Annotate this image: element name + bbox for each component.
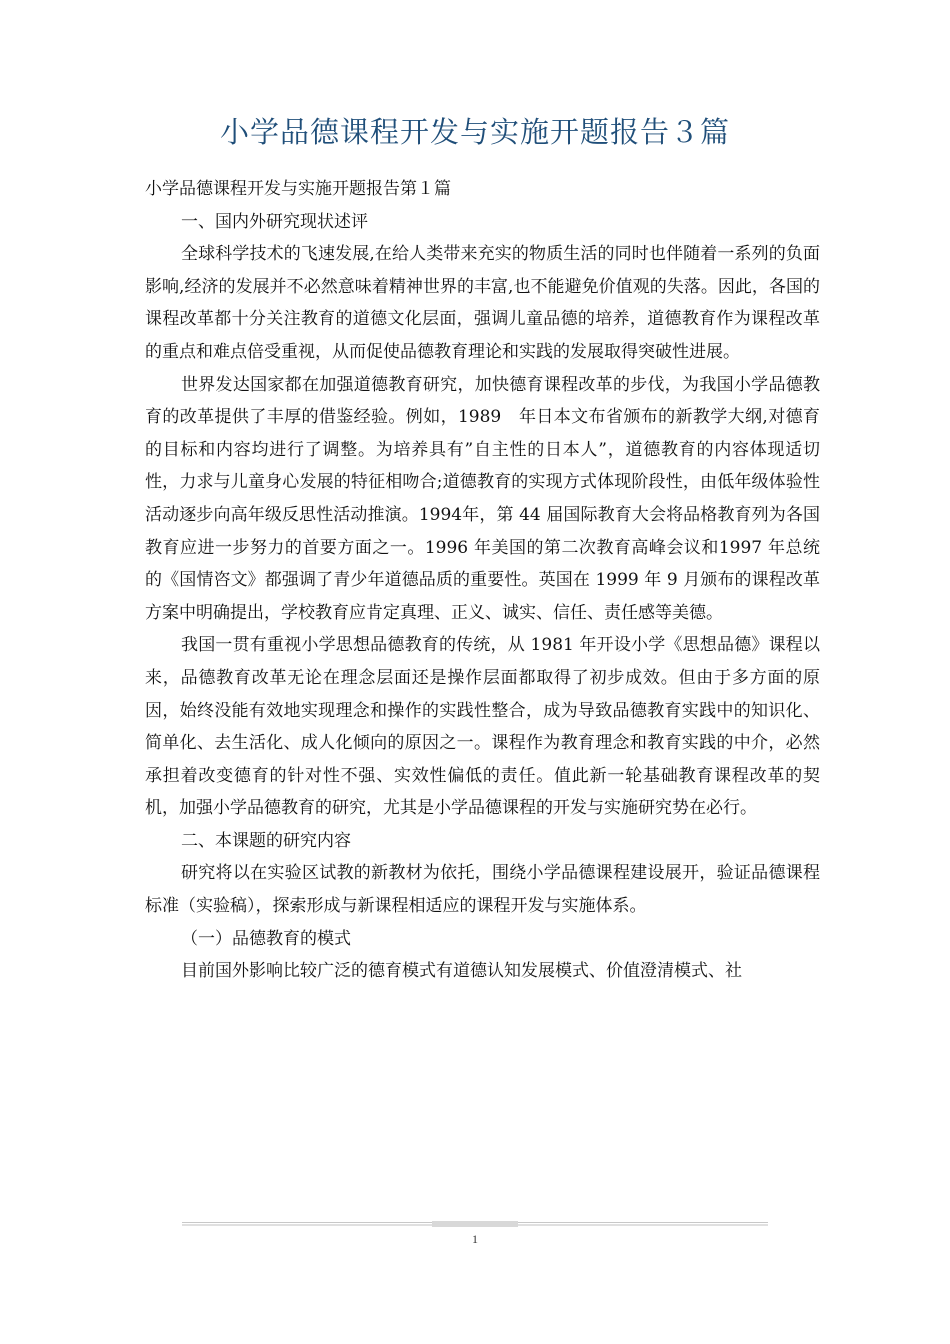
paragraph: 研究将以在实验区试教的新教材为依托，围绕小学品德课程建设展开，验证品德课程标准（实验稿），探索形成与新课程相适应的课程开发与实施体系。 <box>145 863 820 917</box>
paragraph: 世界发达国家都在加强道德教育研究，加快德育课程改革的步伐，为我国小学品德教育的改革提供了丰厚的借鉴经验。例如，1989 年日本文布省颁布的新教学大纲,对德育的目标和内容均进行了调整。为培养具有”自主性的日本人”，道德教育的内容体现适切性，力求与儿童身心发展的特征相吻合;道德教育的实现方式体现阶段性，由低年级体验性活动逐步向高年级反思性活动推演。1994年，第 44 届国际教育大会将品格教育列为各国教育应进一步努力的首要方面之一。1996 年美国的第二次教育高峰会议和1997 年总统的《国情咨文》都强调了青少年道德品质的重要性。英国在 1999 年 9 月颁布的课程改革方案中明确提出，学校教育应肯定真理、正义、诚实、信任、责任感等美德。 <box>145 374 820 623</box>
section-heading: 小学品德课程开发与实施开题报告第１篇 <box>145 179 451 199</box>
page-number: 1 <box>472 1232 478 1246</box>
footer-divider-ornament <box>432 1221 518 1227</box>
subheading: （一）品德教育的模式 <box>181 928 351 949</box>
subheading: 二、本课题的研究内容 <box>181 830 351 851</box>
document-body <box>145 173 820 988</box>
subheading: 一、国内外研究现状述评 <box>181 211 368 232</box>
paragraph: 全球科学技术的飞速发展,在给人类带来充实的物质生活的同时也伴随着一系列的负面影响,经济的发展并不必然意味着精神世界的丰富,也不能避免价值观的失落。因此，各国的课程改革都十分关注教育的道德文化层面，强调儿童品德的培养，道德教育作为课程改革的重点和难点倍受重视，从而促使品德教育理论和实践的发展取得突破性进展。 <box>145 244 820 362</box>
paragraph: 目前国外影响比较广泛的德育模式有道德认知发展模式、价值澄清模式、社 <box>181 961 742 982</box>
paragraph: 我国一贯有重视小学思想品德教育的传统，从 1981 年开设小学《思想品德》课程以来，品德教育改革无论在理念层面还是操作层面都取得了初步成效。但由于多方面的原因，始终没能有效地实现理念和操作的实践性整合，成为导致品德教育实践中的知识化、简单化、去生活化、成人化倾向的原因之一。课程作为教育理念和教育实践的中介，必然承担着改变德育的针对性不强、实效性偏低的责任。值此新一轮基础教育课程改革的契机，加强小学品德教育的研究，尤其是小学品德课程的开发与实施研究势在必行。 <box>145 635 820 819</box>
document-title: 小学品德课程开发与实施开题报告３篇 <box>219 115 730 149</box>
footer-divider <box>182 1222 768 1226</box>
